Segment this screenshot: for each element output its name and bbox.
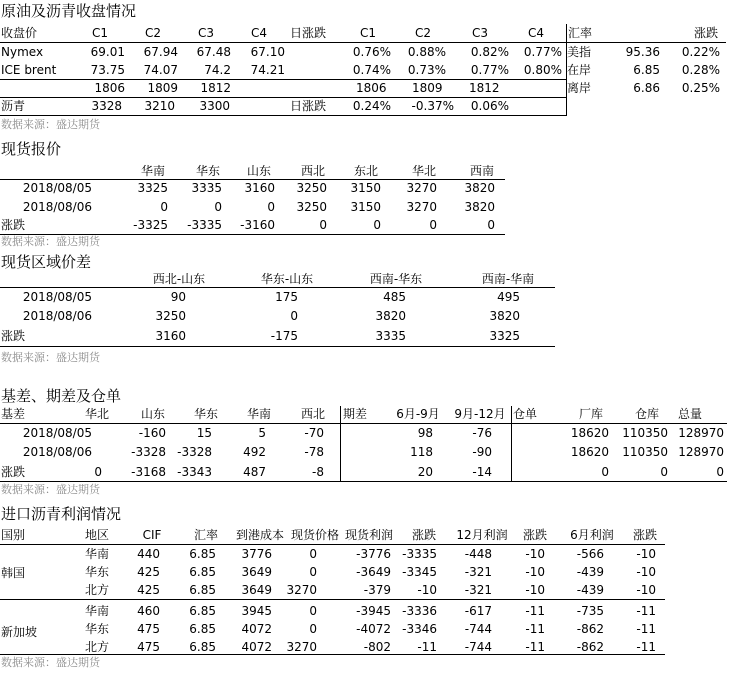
s5-value: -3776 xyxy=(356,547,391,561)
s2-chg-value: -3335 xyxy=(187,218,222,232)
s2-region-header: 华北 xyxy=(411,164,436,178)
s5-value: 0 xyxy=(309,547,317,561)
s1-pct: 0.76% xyxy=(352,45,391,59)
s5-value: 6.85 xyxy=(189,622,216,636)
s1-value: 73.75 xyxy=(90,63,125,77)
s4-header: 厂库 xyxy=(578,407,603,421)
s5-value: 425 xyxy=(137,583,160,597)
s1-asphalt-value: 3300 xyxy=(199,99,230,113)
s2-value: 3325 xyxy=(137,181,168,195)
fx-value: 6.86 xyxy=(633,81,660,95)
s3-header: 西南-华东 xyxy=(369,272,423,286)
s5-header: 地区 xyxy=(84,528,109,542)
fx-header-rule xyxy=(566,42,726,43)
s5-value: -735 xyxy=(576,604,604,618)
s4-header-rule xyxy=(0,423,727,424)
s4-basis-value: 5 xyxy=(258,426,266,440)
s1-month: 1812 xyxy=(469,81,500,95)
s2-value: 3250 xyxy=(296,181,327,195)
s3-value: 3250 xyxy=(155,309,186,323)
s5-value: -379 xyxy=(363,583,391,597)
s5-value: -11 xyxy=(525,640,545,654)
s1-value: 67.94 xyxy=(143,45,178,59)
s3-value: 3820 xyxy=(375,309,406,323)
s3-source: 数据来源：盛达期货 xyxy=(1,351,100,364)
s2-region-header: 东北 xyxy=(353,164,378,178)
s5-value: 475 xyxy=(137,622,160,636)
s4-warrant-value: 128970 xyxy=(678,445,724,459)
s2-value: 3270 xyxy=(406,181,437,195)
s5-value: 3270 xyxy=(286,583,317,597)
s4-basis-value: -78 xyxy=(304,445,324,459)
s5-value: -11 xyxy=(636,622,656,636)
s5-value: -744 xyxy=(464,640,492,654)
s5-header: CIF xyxy=(142,528,162,542)
s1-header-cell: C2 xyxy=(415,26,432,40)
s5-value: -439 xyxy=(576,583,604,597)
s4-warrant-value: 0 xyxy=(601,465,609,479)
s4-spread-value: -76 xyxy=(472,426,492,440)
s4-basis-value: 492 xyxy=(243,445,266,459)
s4-spread-value: -14 xyxy=(472,465,492,479)
s5-value: -3945 xyxy=(356,604,391,618)
s1-month: 1809 xyxy=(412,81,443,95)
s5-value: -11 xyxy=(636,604,656,618)
s1-header-cell: C2 xyxy=(145,26,162,40)
s3-chg-value: 3325 xyxy=(489,329,520,343)
s4-header: 仓单 xyxy=(513,407,538,421)
s5-source: 数据来源：盛达期货 xyxy=(1,656,100,669)
s4-header: 华东 xyxy=(193,407,218,421)
s3-value: 90 xyxy=(170,290,186,304)
s1-source: 数据来源：盛达期货 xyxy=(1,118,100,131)
s3-header-rule xyxy=(0,287,555,288)
s4-divider xyxy=(511,406,512,482)
s4-basis-value: -70 xyxy=(304,426,324,440)
s1-header-cell: C3 xyxy=(198,26,215,40)
s5-value: -3345 xyxy=(402,565,437,579)
s1-value: 74.21 xyxy=(250,63,285,77)
s3-date: 2018/08/06 xyxy=(22,309,92,323)
s1-value: 69.01 xyxy=(90,45,125,59)
s5-value: -3336 xyxy=(402,604,437,618)
s2-value: 3150 xyxy=(350,200,381,214)
s2-value: 0 xyxy=(214,200,222,214)
s5-region: 华东 xyxy=(85,622,110,636)
s4-basis-value: 15 xyxy=(196,426,212,440)
s3-chg-value: 3335 xyxy=(375,329,406,343)
fx-row-label: 离岸 xyxy=(567,81,592,95)
s5-header: 现货利润 xyxy=(344,528,393,542)
s1-header-cell: C4 xyxy=(251,26,268,40)
s5-value: -4072 xyxy=(356,622,391,636)
s2-value: 0 xyxy=(267,200,275,214)
s5-value: -3346 xyxy=(402,622,437,636)
s5-header-rule xyxy=(0,544,665,545)
s5-value: -10 xyxy=(525,547,545,561)
s1-row-label: ICE brent xyxy=(1,63,57,77)
s2-date: 2018/08/06 xyxy=(22,200,92,214)
s1-value: 67.48 xyxy=(196,45,231,59)
s5-value: -10 xyxy=(636,583,656,597)
fx-value: 95.36 xyxy=(625,45,660,59)
s5-title: 进口沥青利润情况 xyxy=(1,505,122,523)
s4-warrant-value: 0 xyxy=(660,465,668,479)
s4-source: 数据来源：盛达期货 xyxy=(1,483,100,496)
s4-spread-value: -90 xyxy=(472,445,492,459)
s5-value: -321 xyxy=(464,565,492,579)
s5-header: 12月利润 xyxy=(456,528,508,542)
s5-value: -10 xyxy=(417,583,437,597)
s4-header: 华南 xyxy=(246,407,271,421)
s1-header-rule xyxy=(0,42,566,43)
s4-header: 9月-12月 xyxy=(454,407,506,421)
s1-pct: 0.82% xyxy=(470,45,509,59)
s3-header: 西北-山东 xyxy=(152,272,206,286)
s5-header: 涨跌 xyxy=(522,528,547,542)
s2-chg-value: 0 xyxy=(487,218,495,232)
s4-divider xyxy=(340,406,341,482)
s1-pct: 0.80% xyxy=(523,63,562,77)
s1-month: 1806 xyxy=(356,81,387,95)
s3-bottom-rule xyxy=(0,346,555,347)
s2-value: 3250 xyxy=(296,200,327,214)
s3-date: 2018/08/05 xyxy=(22,290,92,304)
s1-asphalt-label: 沥青 xyxy=(1,99,26,113)
s2-value: 0 xyxy=(160,200,168,214)
s5-value: -802 xyxy=(363,640,391,654)
s4-warrant-value: 110350 xyxy=(622,426,668,440)
s5-value: -11 xyxy=(525,622,545,636)
fx-row-label: 美指 xyxy=(567,45,592,59)
s5-value: -566 xyxy=(576,547,604,561)
s5-value: 3945 xyxy=(241,604,272,618)
s4-warrant-value: 18620 xyxy=(570,445,609,459)
s4-spread-value: 118 xyxy=(410,445,433,459)
s5-value: 6.85 xyxy=(189,640,216,654)
s4-basis-value: -3328 xyxy=(131,445,166,459)
s5-header: 到港成本 xyxy=(235,528,284,542)
fx-header-cell: 汇率 xyxy=(568,26,593,40)
s4-title: 基差、期差及仓单 xyxy=(1,387,122,405)
s1-asphalt-pct: -0.37% xyxy=(411,99,454,113)
s5-header: 国别 xyxy=(1,528,26,542)
s5-value: -321 xyxy=(464,583,492,597)
s5-value: 440 xyxy=(137,547,160,561)
fx-pct: 0.22% xyxy=(681,45,720,59)
s4-basis-value: -3168 xyxy=(131,465,166,479)
s1-value: 74.07 xyxy=(143,63,178,77)
s5-header: 汇率 xyxy=(193,528,218,542)
s2-chg-label: 涨跌 xyxy=(1,218,26,232)
s1-asphalt-value: 3210 xyxy=(144,99,175,113)
s5-value: -11 xyxy=(417,640,437,654)
s4-basis-value: -8 xyxy=(312,465,324,479)
s4-spread-value: 20 xyxy=(417,465,433,479)
s4-basis-value: -3328 xyxy=(177,445,212,459)
s2-chg-value: 0 xyxy=(429,218,437,232)
s5-value: 0 xyxy=(309,565,317,579)
s5-value: 6.85 xyxy=(189,547,216,561)
s5-region: 华南 xyxy=(85,604,110,618)
s1-asphalt-pct: 0.24% xyxy=(352,99,391,113)
fx-pct: 0.28% xyxy=(681,63,720,77)
s1-asphalt-value: 3328 xyxy=(91,99,122,113)
s4-header: 华北 xyxy=(84,407,109,421)
s4-header: 期差 xyxy=(343,407,368,421)
s5-value: -3335 xyxy=(402,547,437,561)
fx-header-cell: 涨跌 xyxy=(693,26,718,40)
fx-value: 6.85 xyxy=(633,63,660,77)
s3-header: 华东-山东 xyxy=(260,272,314,286)
s5-value: 6.85 xyxy=(189,604,216,618)
s4-warrant-value: 128970 xyxy=(678,426,724,440)
s2-value: 3335 xyxy=(191,181,222,195)
s3-value: 3820 xyxy=(489,309,520,323)
s4-spread-value: 98 xyxy=(417,426,433,440)
s5-value: 425 xyxy=(137,565,160,579)
s1-month: 1806 xyxy=(94,81,125,95)
s1-pct: 0.77% xyxy=(470,63,509,77)
s5-header: 涨跌 xyxy=(632,528,657,542)
s1-value: 67.10 xyxy=(250,45,285,59)
s1-row-label: Nymex xyxy=(1,45,44,59)
s4-warrant-value: 18620 xyxy=(570,426,609,440)
s5-value: -448 xyxy=(464,547,492,561)
s4-warrant-value: 110350 xyxy=(622,445,668,459)
s1-header-cell: C1 xyxy=(360,26,377,40)
s5-region: 华东 xyxy=(85,565,110,579)
s1-pct: 0.77% xyxy=(523,45,562,59)
s1-header-cell: C4 xyxy=(528,26,545,40)
s1-header-cell: 日涨跌 xyxy=(290,26,327,40)
s4-bottom-rule xyxy=(0,481,727,482)
s2-chg-value: 0 xyxy=(319,218,327,232)
s5-value: -10 xyxy=(525,583,545,597)
s5-value: 475 xyxy=(137,640,160,654)
s5-value: -862 xyxy=(576,640,604,654)
s2-value: 3160 xyxy=(244,181,275,195)
s5-value: -10 xyxy=(636,547,656,561)
s5-value: -744 xyxy=(464,622,492,636)
s3-chg-value: 3160 xyxy=(155,329,186,343)
s2-region-header: 华南 xyxy=(140,164,165,178)
s2-chg-value: -3160 xyxy=(240,218,275,232)
s5-value: 3776 xyxy=(241,547,272,561)
s1-bottom-rule xyxy=(0,115,566,116)
s2-region-header: 山东 xyxy=(246,164,271,178)
s5-value: 0 xyxy=(309,604,317,618)
s4-date: 2018/08/05 xyxy=(22,426,92,440)
s3-header: 西南-华南 xyxy=(481,272,535,286)
s5-value: 3649 xyxy=(241,583,272,597)
s5-header: 6月利润 xyxy=(570,528,614,542)
s4-basis-value: 487 xyxy=(243,465,266,479)
s5-value: -11 xyxy=(525,604,545,618)
s5-value: -617 xyxy=(464,604,492,618)
s5-value: 6.85 xyxy=(189,565,216,579)
s5-value: -10 xyxy=(525,565,545,579)
s5-header: 涨跌 xyxy=(411,528,436,542)
fx-pct: 0.25% xyxy=(681,81,720,95)
s5-value: 4072 xyxy=(241,622,272,636)
s5-group-rule xyxy=(0,599,665,600)
s3-chg-value: -175 xyxy=(270,329,298,343)
s4-header: 6月-9月 xyxy=(396,407,440,421)
s1-month: 1812 xyxy=(200,81,231,95)
s5-value: 0 xyxy=(309,622,317,636)
s1-header-cell: C3 xyxy=(472,26,489,40)
s4-chg-label: 涨跌 xyxy=(1,465,26,479)
s1-pct: 0.74% xyxy=(352,63,391,77)
s5-value: 3270 xyxy=(286,640,317,654)
s5-value: 460 xyxy=(137,604,160,618)
s2-value: 3820 xyxy=(464,181,495,195)
s5-region: 北方 xyxy=(85,583,110,597)
s1-month: 1809 xyxy=(147,81,178,95)
s1-header-cell: C1 xyxy=(92,26,109,40)
s2-title: 现货报价 xyxy=(1,140,62,158)
s2-region-header: 西北 xyxy=(300,164,325,178)
s4-basis-value: -160 xyxy=(138,426,166,440)
s3-chg-label: 涨跌 xyxy=(1,329,26,343)
s3-value: 0 xyxy=(290,309,298,323)
s2-date: 2018/08/05 xyxy=(22,181,92,195)
fx-row-label: 在岸 xyxy=(567,63,592,77)
s4-header: 总量 xyxy=(677,407,702,421)
s5-value: 4072 xyxy=(241,640,272,654)
s2-chg-value: 0 xyxy=(373,218,381,232)
s5-value: 6.85 xyxy=(189,583,216,597)
s1-header-cell: 收盘价 xyxy=(1,26,38,40)
s4-date: 2018/08/06 xyxy=(22,445,92,459)
s5-value: -11 xyxy=(636,640,656,654)
s2-value: 3820 xyxy=(464,200,495,214)
s2-region-header: 西南 xyxy=(469,164,494,178)
s3-value: 485 xyxy=(383,290,406,304)
s2-chg-value: -3325 xyxy=(133,218,168,232)
s1-value: 74.2 xyxy=(204,63,231,77)
s1-pct: 0.73% xyxy=(407,63,446,77)
s5-value: -862 xyxy=(576,622,604,636)
s5-value: -439 xyxy=(576,565,604,579)
s4-warrant-value: 0 xyxy=(716,465,724,479)
s5-bottom-rule xyxy=(0,654,665,655)
s3-title: 现货区域价差 xyxy=(1,253,92,271)
s4-header: 仓库 xyxy=(634,407,659,421)
s5-value: -3649 xyxy=(356,565,391,579)
s1-title: 原油及沥青收盘情况 xyxy=(1,2,137,20)
s2-region-header: 华东 xyxy=(195,164,220,178)
s4-basis-value: -3343 xyxy=(177,465,212,479)
s4-header: 西北 xyxy=(300,407,325,421)
s3-value: 175 xyxy=(275,290,298,304)
s5-header: 现货价格 xyxy=(290,528,339,542)
s5-value: 3649 xyxy=(241,565,272,579)
s5-region: 华南 xyxy=(85,547,110,561)
s2-value: 3150 xyxy=(350,181,381,195)
s5-value: -10 xyxy=(636,565,656,579)
s5-region: 北方 xyxy=(85,640,110,654)
s2-source: 数据来源：盛达期货 xyxy=(1,235,100,248)
s3-value: 495 xyxy=(497,290,520,304)
s4-header: 山东 xyxy=(140,407,165,421)
s1-pct: 0.88% xyxy=(407,45,446,59)
s4-header: 基差 xyxy=(1,407,26,421)
s4-basis-value: 0 xyxy=(94,465,102,479)
s1-asphalt-chg-label: 日涨跌 xyxy=(290,99,327,113)
s5-country: 韩国 xyxy=(1,566,26,580)
s1-asphalt-pct: 0.06% xyxy=(470,99,509,113)
s5-country: 新加坡 xyxy=(1,625,38,639)
s2-value: 3270 xyxy=(406,200,437,214)
